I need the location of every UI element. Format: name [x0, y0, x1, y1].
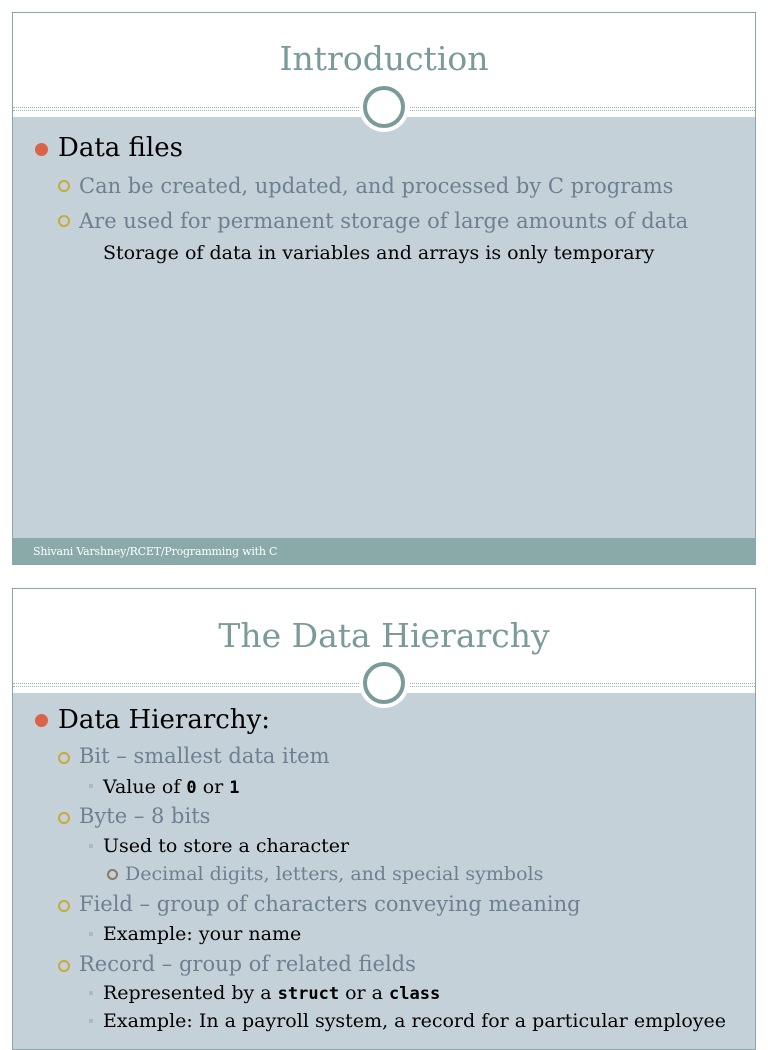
bullet-data-files: Data files [58, 133, 183, 163]
bullet-ring-icon [58, 215, 70, 227]
slide-footer [13, 538, 755, 564]
record-repr-line [103, 982, 440, 1004]
record-repr-class: class [389, 984, 441, 1004]
slide-title: Introduction [279, 39, 489, 78]
footer-text: Shivani Varshney/RCET/Programming with C [33, 545, 278, 558]
bullet-ring-icon [58, 752, 70, 764]
bullet-ring-icon [58, 960, 70, 972]
byte-detail-line: Decimal digits, letters, and special symbols [125, 863, 544, 885]
bullet-square-icon [89, 844, 93, 848]
record-repr-or: or a [339, 982, 390, 1004]
slide-data-hierarchy [12, 588, 756, 1050]
record-example-line: Example: In a payroll system, a record for a particular employee [103, 1010, 727, 1032]
bullet-ring-icon [58, 180, 70, 192]
circle-ornament-icon [363, 86, 405, 128]
bit-value-prefix: Value of [103, 776, 187, 798]
sub-sub-bullet-temporary: Storage of data in variables and arrays is only temporary [103, 242, 655, 264]
sub-bullet-field: Field – group of characters conveying meaning [79, 892, 581, 916]
sub-bullet-created: Can be created, updated, and processed by C programs [79, 174, 674, 198]
bullet-square-icon [89, 991, 93, 995]
bullet-dot-icon [35, 143, 48, 156]
sub-bullet-byte: Byte – 8 bits [79, 804, 211, 828]
bullet-square-icon [89, 1019, 93, 1023]
slide-introduction [12, 12, 756, 565]
record-repr-struct: struct [277, 984, 340, 1004]
byte-use-line: Used to store a character [103, 835, 350, 857]
bit-value-line [103, 776, 240, 798]
field-example-line: Example: your name [103, 923, 302, 945]
bullet-ring-small-icon [107, 869, 118, 880]
bit-value-0: 0 [186, 778, 197, 798]
bit-value-1: 1 [229, 778, 240, 798]
bullet-data-hierarchy: Data Hierarchy: [58, 705, 271, 735]
bullet-square-icon [89, 932, 93, 936]
sub-bullet-storage: Are used for permanent storage of large amounts of data [79, 209, 689, 233]
bullet-dot-icon [35, 714, 48, 727]
bit-value-or: or [196, 776, 230, 798]
sub-bullet-record: Record – group of related fields [79, 952, 416, 976]
circle-ornament-icon [363, 662, 405, 704]
bullet-square-icon [89, 784, 93, 788]
bullet-ring-icon [58, 900, 70, 912]
record-repr-prefix: Represented by a [103, 982, 278, 1004]
bullet-ring-icon [58, 812, 70, 824]
sub-bullet-bit: Bit – smallest data item [79, 744, 330, 768]
slide-title: The Data Hierarchy [218, 616, 550, 655]
